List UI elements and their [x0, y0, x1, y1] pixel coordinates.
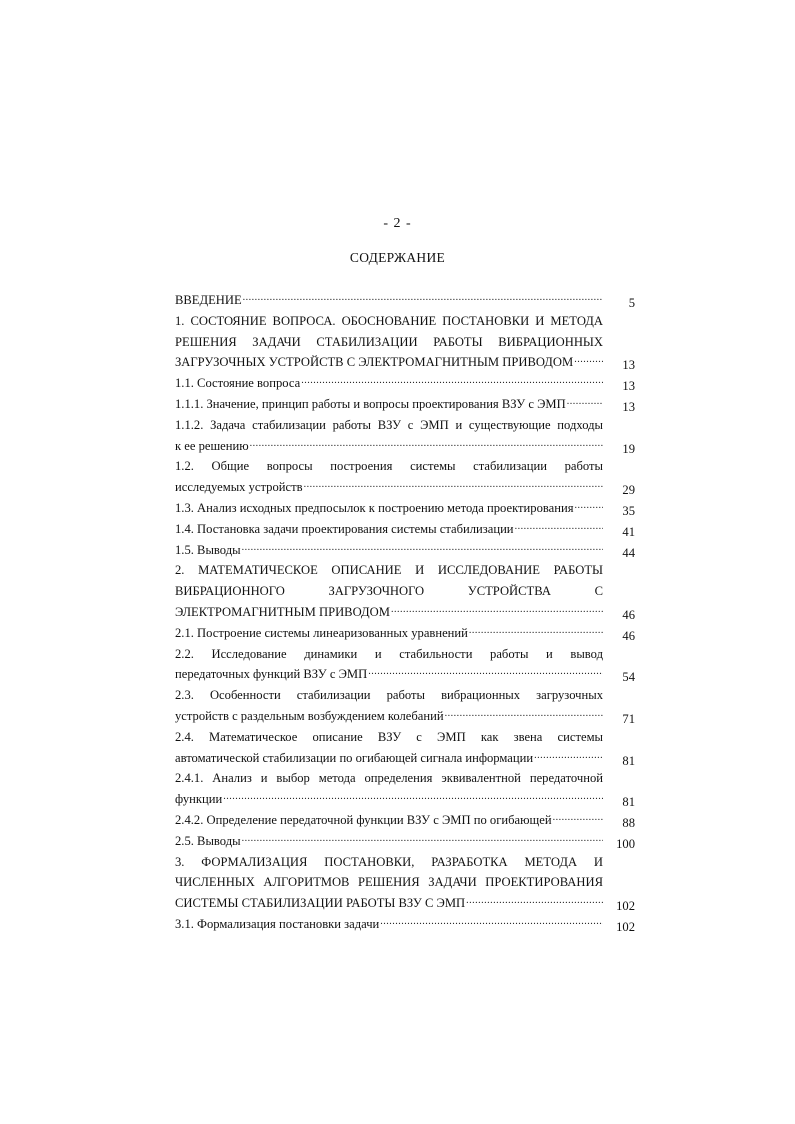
toc-entry [175, 644, 635, 686]
toc-entry-line [175, 602, 603, 623]
toc-entry-line-text: к ее решению [175, 438, 249, 453]
toc-entry [175, 685, 635, 727]
toc-entry-line-text: автоматической стабилизации по огибающей сигнала информации [175, 750, 534, 765]
toc-entry-line [175, 831, 603, 852]
toc-entry-line-text: устройств с раздельным возбуждением колебаний [175, 708, 444, 723]
toc-entry-line [175, 748, 603, 769]
toc-page-number: 71 [622, 711, 635, 726]
toc-entry [175, 373, 635, 394]
toc-entry-line: 2. МАТЕМАТИЧЕСКОЕ ОПИСАНИЕ И ИССЛЕДОВАНИЕ РАБОТЫ [175, 563, 603, 578]
toc-page-number: 13 [622, 399, 635, 414]
toc-entry-text [175, 311, 603, 373]
toc-page-number: 46 [622, 607, 635, 622]
toc-entry-line-text: ЭЛЕКТРОМАГНИТНЫМ ПРИВОДОМ [175, 604, 390, 619]
toc-entry [175, 727, 635, 769]
toc-entry-line: 1. СОСТОЯНИЕ ВОПРОСА. ОБОСНОВАНИЕ ПОСТАНОВКИ И МЕТОДА [175, 313, 603, 328]
dot-leader [391, 602, 603, 621]
toc-entry-line [175, 394, 603, 415]
toc-entry-line [175, 290, 603, 311]
toc-entry-line-text: 1.1.1. Значение, принцип работы и вопросы проектирования ВЗУ с ЭМП [175, 396, 566, 411]
toc-entry-line: 2.3. Особенности стабилизации работы вибрационных загрузочных [175, 688, 603, 703]
toc-entry-text [175, 415, 603, 457]
toc-entry-line-text: функции [175, 792, 223, 807]
toc-entry-line-text: передаточных функций ВЗУ с ЭМП [175, 667, 368, 682]
toc-entry-text [175, 914, 603, 935]
toc-entry-line-text: 1.1. Состояние вопроса [175, 376, 301, 391]
toc-page-number: 29 [622, 483, 635, 498]
table-of-contents [175, 290, 635, 935]
toc-entry-text [175, 831, 603, 852]
dot-leader [534, 748, 603, 767]
toc-entry [175, 311, 635, 373]
toc-page-number: 102 [616, 919, 635, 934]
toc-entry-text [175, 498, 603, 519]
toc-entry-text [175, 456, 603, 498]
toc-entry-line: 3. ФОРМАЛИЗАЦИЯ ПОСТАНОВКИ, РАЗРАБОТКА МЕТОДА И [175, 854, 603, 869]
toc-entry-line-text: 1.3. Анализ исходных предпосылок к построению метода проектирования [175, 500, 574, 515]
toc-entry-line-text: 3.1. Формализация постановки задачи [175, 916, 380, 931]
toc-entry-text [175, 540, 603, 561]
toc-entry-text [175, 810, 603, 831]
dot-leader [250, 436, 603, 455]
dot-leader [242, 540, 603, 559]
toc-entry-line [175, 914, 603, 935]
dot-leader [574, 352, 603, 371]
dot-leader [242, 831, 603, 850]
toc-entry-text [175, 290, 603, 311]
toc-page-number: 54 [622, 670, 635, 685]
toc-page-number: 13 [622, 358, 635, 373]
toc-entry [175, 456, 635, 498]
toc-entry-line [175, 623, 603, 644]
toc-page-number: 81 [622, 753, 635, 768]
toc-entry-text [175, 623, 603, 644]
toc-entry-text [175, 685, 603, 727]
toc-page-number: 46 [622, 628, 635, 643]
toc-page-number: 88 [622, 815, 635, 830]
dot-leader [469, 623, 603, 642]
dot-leader [380, 914, 603, 933]
toc-entry [175, 768, 635, 810]
toc-entry-line [175, 810, 603, 831]
toc-entry-line [175, 893, 603, 914]
toc-entry-text [175, 519, 603, 540]
dot-leader [304, 477, 603, 496]
toc-entry-line-text: ЗАГРУЗОЧНЫХ УСТРОЙСТВ С ЭЛЕКТРОМАГНИТНЫМ ПРИВОДОМ [175, 355, 574, 370]
toc-entry [175, 560, 635, 622]
toc-entry [175, 394, 635, 415]
toc-entry [175, 810, 635, 831]
toc-entry-text [175, 394, 603, 415]
dot-leader [445, 706, 603, 725]
dot-leader [575, 498, 603, 517]
toc-entry [175, 623, 635, 644]
toc-entry-line [175, 352, 603, 373]
toc-entry-text [175, 768, 603, 810]
toc-entry [175, 540, 635, 561]
toc-page-number: 81 [622, 795, 635, 810]
dot-leader [368, 664, 603, 683]
toc-page-number: 100 [616, 836, 635, 851]
toc-entry-line [175, 519, 603, 540]
toc-entry-line [175, 664, 603, 685]
toc-entry-line [175, 498, 603, 519]
dot-leader [553, 810, 603, 829]
toc-entry-line-text: 2.4.2. Определение передаточной функции ВЗУ с ЭМП по огибающей [175, 812, 552, 827]
toc-title: СОДЕРЖАНИЕ [349, 250, 446, 265]
toc-entry-line [175, 540, 603, 561]
toc-entry-line-text: 1.4. Постановка задачи проектирования системы стабилизации [175, 521, 514, 536]
toc-entry-text [175, 852, 603, 914]
dot-leader [515, 519, 603, 538]
toc-page-number: 5 [628, 296, 635, 310]
toc-entry-line [175, 477, 603, 498]
toc-entry-line [175, 373, 603, 394]
toc-page-number: 102 [616, 899, 635, 914]
dot-leader [301, 373, 603, 392]
toc-entry-line: ЧИСЛЕННЫХ АЛГОРИТМОВ РЕШЕНИЯ ЗАДАЧИ ПРОЕКТИРОВАНИЯ [175, 875, 603, 890]
dot-leader [567, 394, 603, 413]
toc-page-number: 13 [622, 379, 635, 394]
toc-entry [175, 831, 635, 852]
toc-entry-line [175, 436, 603, 457]
toc-entry [175, 519, 635, 540]
toc-entry-line: 1.1.2. Задача стабилизации работы ВЗУ с ЭМП и существующие подходы [175, 417, 603, 432]
toc-page-number: 41 [622, 524, 635, 539]
toc-entry-line [175, 789, 603, 810]
toc-page-number: 44 [622, 545, 635, 560]
toc-entry-text [175, 727, 603, 769]
toc-page-number: 19 [622, 441, 635, 456]
toc-entry [175, 290, 635, 311]
page-number: - 2 - [383, 216, 412, 231]
toc-entry-line: 2.4. Математическое описание ВЗУ с ЭМП как звена системы [175, 729, 603, 744]
toc-entry-line-text: 1.5. Выводы [175, 542, 241, 557]
toc-entry [175, 914, 635, 935]
toc-entry-text [175, 644, 603, 686]
toc-entry-line: ВИБРАЦИОННОГО ЗАГРУЗОЧНОГО УСТРОЙСТВА С [175, 584, 603, 599]
toc-entry [175, 498, 635, 519]
dot-leader [223, 789, 603, 808]
toc-entry-line [175, 706, 603, 727]
toc-entry-line-text: ВВЕДЕНИЕ [175, 293, 242, 307]
toc-entry [175, 415, 635, 457]
toc-entry-line: 2.2. Исследование динамики и стабильности работы и вывод [175, 646, 603, 661]
toc-page-number: 35 [622, 503, 635, 518]
toc-entry-line: 2.4.1. Анализ и выбор метода определения эквивалентной передаточной [175, 771, 603, 786]
toc-entry-line: РЕШЕНИЯ ЗАДАЧИ СТАБИЛИЗАЦИИ РАБОТЫ ВИБРАЦИОННЫХ [175, 334, 603, 349]
toc-entry [175, 852, 635, 914]
dot-leader [243, 290, 603, 309]
toc-entry-line-text: 2.5. Выводы [175, 833, 241, 848]
toc-entry-line-text: исследуемых устройств [175, 480, 303, 495]
toc-entry-text [175, 560, 603, 622]
dot-leader [466, 893, 603, 912]
toc-entry-line: 1.2. Общие вопросы построения системы стабилизации работы [175, 459, 603, 474]
toc-entry-line-text: СИСТЕМЫ СТАБИЛИЗАЦИИ РАБОТЫ ВЗУ С ЭМП [175, 896, 466, 911]
toc-entry-line-text: 2.1. Построение системы линеаризованных уравнений [175, 625, 468, 640]
toc-entry-text [175, 373, 603, 394]
